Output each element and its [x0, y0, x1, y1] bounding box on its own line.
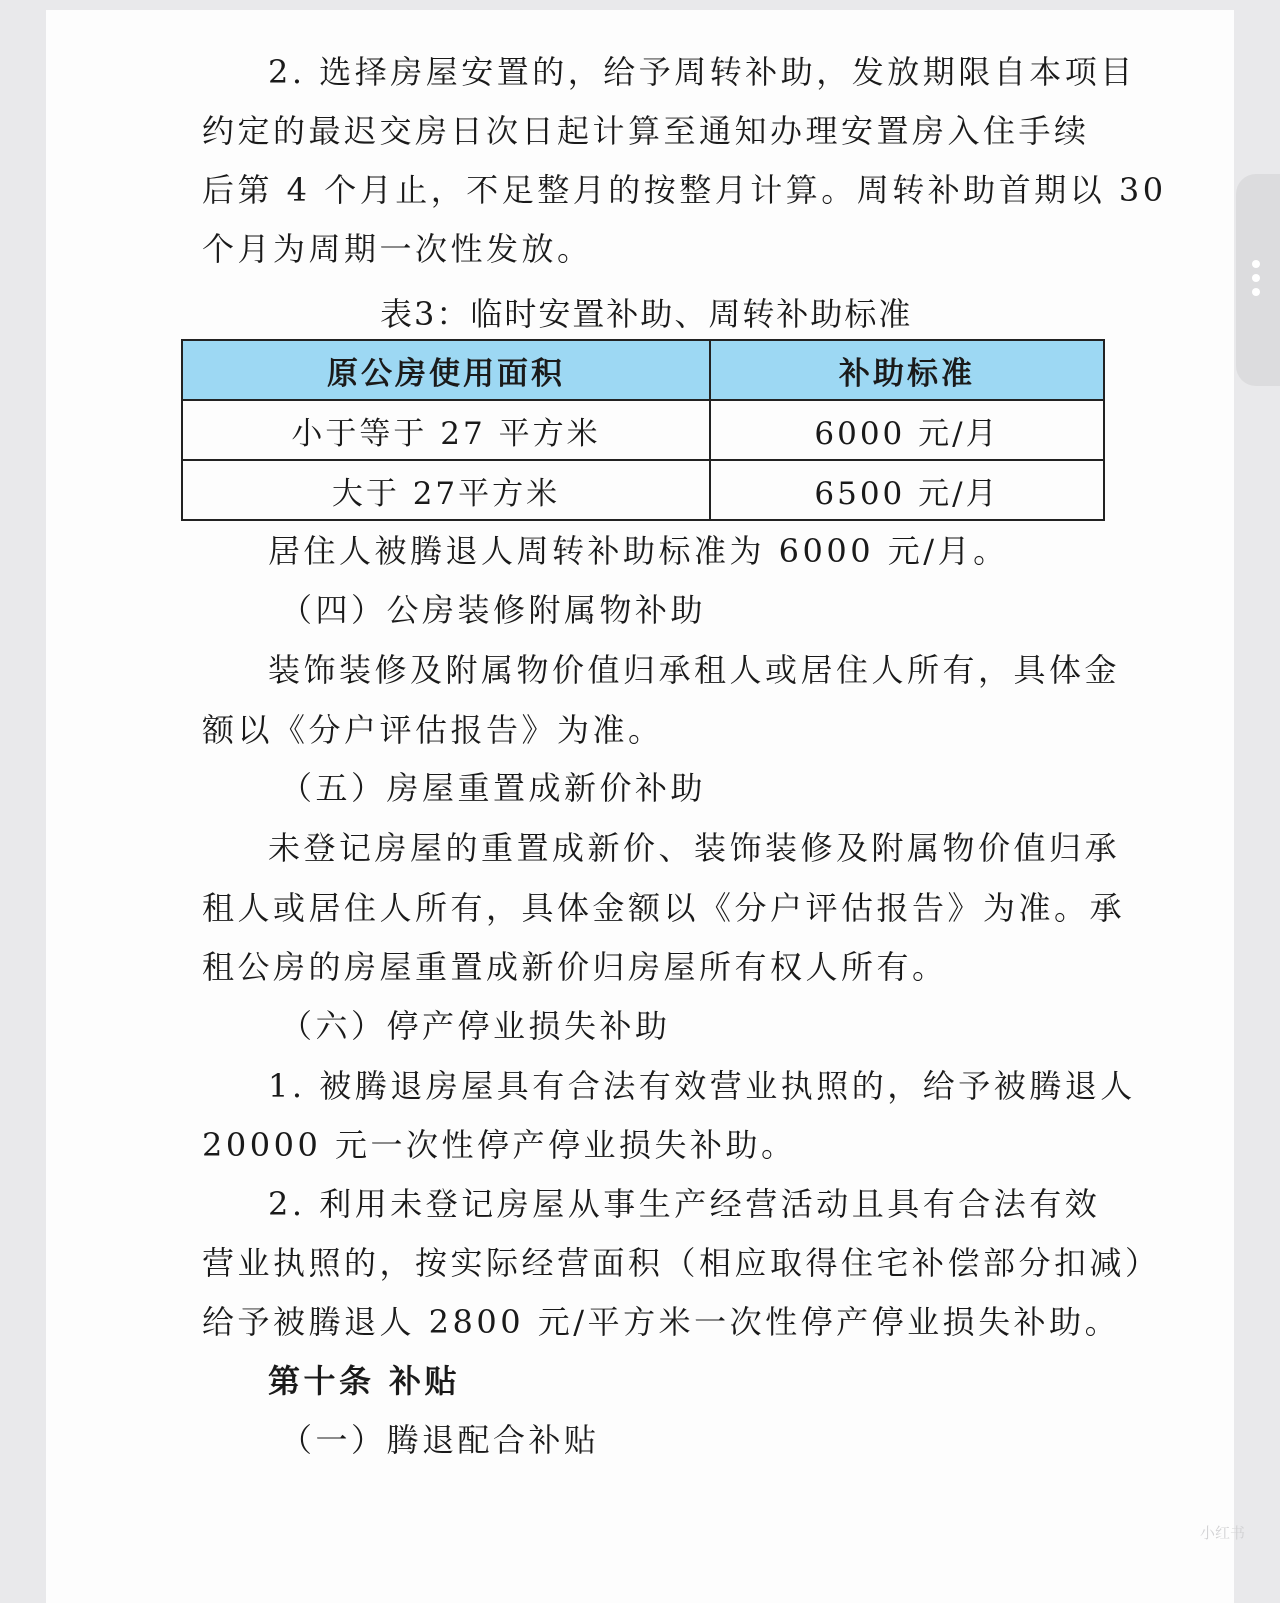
- paragraph-line: 租公房的房屋重置成新价归房屋所有权人所有。: [202, 948, 948, 986]
- column-header-standard: 补助标准: [710, 340, 1104, 400]
- table-header-row: [182, 340, 1104, 400]
- section-heading: （六）停产停业损失补助: [280, 1007, 671, 1045]
- paragraph-line: 2. 利用未登记房屋从事生产经营活动且具有合法有效: [268, 1185, 1101, 1223]
- paragraph-line: 居住人被腾退人周转补助标准为 6000 元/月。: [268, 532, 1009, 570]
- paragraph-line: 租人或居住人所有，具体金额以《分户评估报告》为准。承: [202, 889, 1126, 927]
- table-caption: 表3：临时安置补助、周转补助标准: [380, 295, 913, 333]
- section-heading: （四）公房装修附属物补助: [280, 591, 707, 629]
- paragraph-line: 1. 被腾退房屋具有合法有效营业执照的，给予被腾退人: [268, 1067, 1136, 1105]
- paragraph-line: 营业执照的，按实际经营面积（相应取得住宅补偿部分扣减）: [202, 1244, 1161, 1282]
- paragraph-line: 未登记房屋的重置成新价、装饰装修及附属物价值归承: [268, 829, 1121, 867]
- table-row: [182, 400, 1104, 460]
- paragraph-line: 装饰装修及附属物价值归承租人或居住人所有，具体金: [268, 651, 1121, 689]
- paragraph-line: 个月为周期一次性发放。: [202, 230, 593, 268]
- paragraph-line: 约定的最迟交房日次日起计算至通知办理安置房入住手续: [202, 112, 1090, 150]
- paragraph-line: 2. 选择房屋安置的，给予周转补助，发放期限自本项目: [268, 53, 1136, 91]
- table-cell: 6500 元/月: [710, 460, 1104, 520]
- table-cell: 大于 27平方米: [182, 460, 710, 520]
- section-heading: （一）腾退配合补贴: [280, 1421, 600, 1459]
- subsidy-standard-table: [181, 339, 1105, 521]
- table-cell: 小于等于 27 平方米: [182, 400, 710, 460]
- section-heading: （五）房屋重置成新价补助: [280, 769, 707, 807]
- paragraph-line: 给予被腾退人 2800 元/平方米一次性停产停业损失补助。: [202, 1303, 1121, 1341]
- article-heading: 第十条 补贴: [268, 1362, 461, 1400]
- more-dots-icon: [1252, 260, 1262, 302]
- paragraph-line: 后第 4 个月止，不足整月的按整月计算。周转补助首期以 30: [202, 171, 1167, 209]
- table-row: [182, 460, 1104, 520]
- table-cell: 6000 元/月: [710, 400, 1104, 460]
- watermark-logo: 小红书: [1200, 1524, 1246, 1542]
- side-menu-handle[interactable]: [1236, 174, 1280, 386]
- paragraph-line: 20000 元一次性停产停业损失补助。: [202, 1126, 797, 1164]
- column-header-area: 原公房使用面积: [182, 340, 710, 400]
- paragraph-line: 额以《分户评估报告》为准。: [202, 711, 664, 749]
